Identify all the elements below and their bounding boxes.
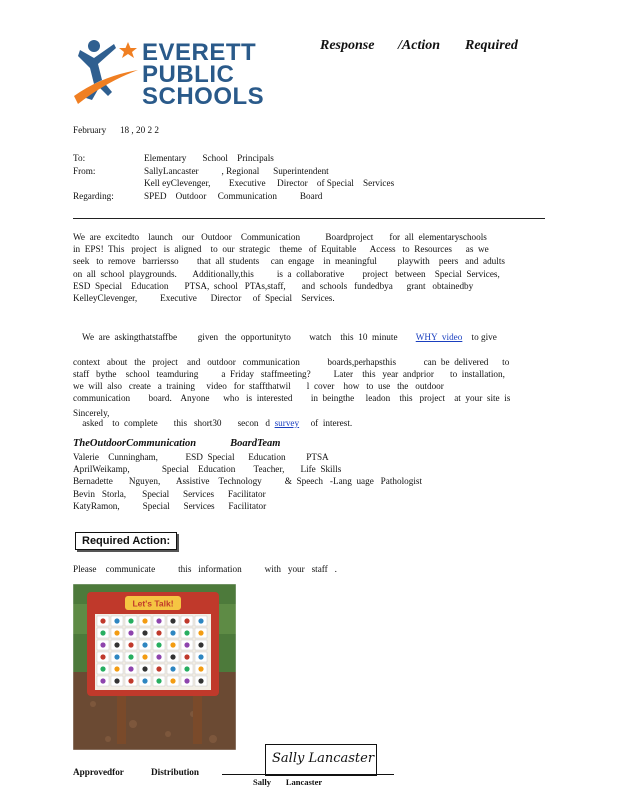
sign-symbol-icon xyxy=(184,642,189,647)
district-logo xyxy=(72,36,265,112)
sign-symbol-icon xyxy=(128,630,133,635)
sign-symbol-icon xyxy=(142,678,147,683)
from-value-2: Kell eyClevenger, Executive Director of Special Services xyxy=(144,178,395,188)
sign-symbol-icon xyxy=(170,654,175,659)
sign-symbol-icon xyxy=(198,678,203,683)
header-divider xyxy=(73,218,545,219)
regarding-value: SPED Outdoor Communication Board xyxy=(144,190,323,201)
team-block xyxy=(73,433,422,512)
intro-line: seek to remove barriersso that all students can engage in meaningful playwith peers and adults xyxy=(73,256,505,267)
sign-symbol-icon xyxy=(142,642,147,647)
logo-line-2: PUBLIC xyxy=(142,61,235,88)
logo-line-3: SCHOOLS xyxy=(142,83,265,110)
header-required: Required xyxy=(465,38,518,53)
sign-symbol-icon xyxy=(170,678,175,683)
sign-symbol-icon xyxy=(184,654,189,659)
memo-date: February 18 , 20 2 2 xyxy=(73,125,159,135)
memo-header xyxy=(73,152,394,202)
sign-symbol-icon xyxy=(128,666,133,671)
sign-symbol-icon xyxy=(100,666,105,671)
sign-symbol-icon xyxy=(100,678,105,683)
intro-line: KelleyClevenger, Executive Director of Special Services. xyxy=(73,293,335,304)
required-action-label: Required Action: xyxy=(75,532,177,550)
request-line: context about the project and outdoor communication boards,perhapsthis can be delivered to xyxy=(73,356,510,367)
request-line-6-end: of interest. xyxy=(299,417,353,428)
intro-line: We are excitedto launch our Outdoor Communication Boardproject for all elementaryschools xyxy=(73,232,487,242)
sign-symbol-icon xyxy=(156,654,161,659)
sign-symbol-icon xyxy=(170,630,175,635)
team-member: Bevin Storla, Special Services Facilitator xyxy=(73,488,266,499)
sign-symbol-icon xyxy=(170,618,175,623)
team-member: Bernadette Nguyen, Assistive Technology & Speech -Lang uage Pathologist xyxy=(73,476,423,487)
sign-symbol-icon xyxy=(142,618,147,623)
team-title-b: BoardTeam xyxy=(230,438,281,449)
sign-symbol-icon xyxy=(198,666,203,671)
team-member: Valerie Cunningham, ESD Special Education PTSA xyxy=(73,452,329,462)
sign-title: Let's Talk! xyxy=(132,598,174,609)
required-action-text: Please communicate this information with your staff . xyxy=(73,564,337,574)
sign-symbol-icon xyxy=(142,630,147,635)
sign-symbol-icon xyxy=(156,678,161,683)
sign-symbol-icon xyxy=(114,630,119,635)
sign-symbol-icon xyxy=(198,654,203,659)
logo-figure-icon xyxy=(72,36,142,112)
request-line: communication board. Anyone who is interested in beingthe leadon this project at your site is xyxy=(73,393,511,404)
sign-symbol-icon xyxy=(128,654,133,659)
request-paragraph xyxy=(73,319,510,441)
team-title-a: TheOutdoorCommunication xyxy=(73,438,197,449)
team-member: KatyRamon, Special Services Facilitator xyxy=(73,500,267,511)
sign-symbol-icon xyxy=(100,618,105,623)
sign-symbol-icon xyxy=(128,678,133,683)
sign-symbol-icon xyxy=(142,666,147,671)
header-action: /Action xyxy=(398,38,441,53)
sign-symbol-icon xyxy=(100,654,105,659)
regarding-label: Regarding: xyxy=(73,190,114,201)
signer-name: Sally Lancaster xyxy=(253,777,323,787)
why-video-link[interactable]: WHY video xyxy=(415,332,463,343)
sign-photo xyxy=(73,584,236,750)
sign-symbol-icon xyxy=(156,618,161,623)
from-label: From: xyxy=(73,165,96,176)
from-value-1: SallyLancaster , Regional Superintendent xyxy=(144,165,329,176)
approved-for: Approvedfor xyxy=(73,767,124,777)
sign-symbol-icon xyxy=(128,642,133,647)
to-label: To: xyxy=(73,153,86,163)
request-line: we will also create a training video for staffthatwil l cover how to use the outdoor xyxy=(73,381,444,392)
intro-line: in EPS! This project is aligned to our strategic theme of Equitable Access to Resources as we xyxy=(73,244,489,255)
sign-symbol-icon xyxy=(114,642,119,647)
sign-symbol-icon xyxy=(198,630,203,635)
signature-image: Sally Lancaster xyxy=(272,751,375,766)
sign-symbol-icon xyxy=(198,618,203,623)
sign-symbol-icon xyxy=(170,642,175,647)
request-line-1-end: to give xyxy=(462,332,497,343)
to-value: Elementary School Principals xyxy=(144,153,274,163)
sign-symbol-icon xyxy=(114,654,119,659)
distribution: Distribution xyxy=(151,767,199,777)
sign-symbol-icon xyxy=(156,642,161,647)
intro-line: on all school playgrounds. Additionally,this is a collaborative project between Special Services, xyxy=(73,268,500,279)
sign-symbol-icon xyxy=(184,666,189,671)
sign-symbol-icon xyxy=(114,618,119,623)
request-line-6-text: asked to complete this short30 secon d xyxy=(82,417,275,428)
closing: Sincerely, xyxy=(73,408,110,418)
request-line: staff bythe school teamduring a Friday staffmeeting? Later this year andprior to installation, xyxy=(73,368,505,379)
survey-link[interactable]: survey xyxy=(274,417,300,428)
sign-symbol-icon xyxy=(114,678,119,683)
request-line xyxy=(73,319,510,356)
sign-symbol-icon xyxy=(198,642,203,647)
sign-symbol-icon xyxy=(128,618,133,623)
sign-symbol-icon xyxy=(184,618,189,623)
sign-symbol-icon xyxy=(170,666,175,671)
sign-symbol-icon xyxy=(156,630,161,635)
sign-symbol-icon xyxy=(100,630,105,635)
intro-line: ESD Special Education PTSA, school PTAs,staff, and schools fundedbya grant obtainedby xyxy=(73,280,474,291)
sign-symbol-icon xyxy=(100,642,105,647)
signature-box xyxy=(265,744,377,776)
request-line-1-text: We are askingthatstaffbe given the opportunityto watch this 10 minute xyxy=(82,332,416,343)
sign-symbol-icon xyxy=(142,654,147,659)
sign-symbol-icon xyxy=(156,666,161,671)
sign-symbol-icon xyxy=(184,678,189,683)
intro-paragraph xyxy=(73,231,505,304)
team-member: AprilWeikamp, Special Education Teacher, Life Skills xyxy=(73,464,342,475)
sign-symbol-icon xyxy=(114,666,119,671)
signature-line xyxy=(222,774,394,775)
sign-symbol-icon xyxy=(184,630,189,635)
header-response: Response xyxy=(320,38,375,53)
logo-line-1: EVERETT xyxy=(142,39,257,66)
